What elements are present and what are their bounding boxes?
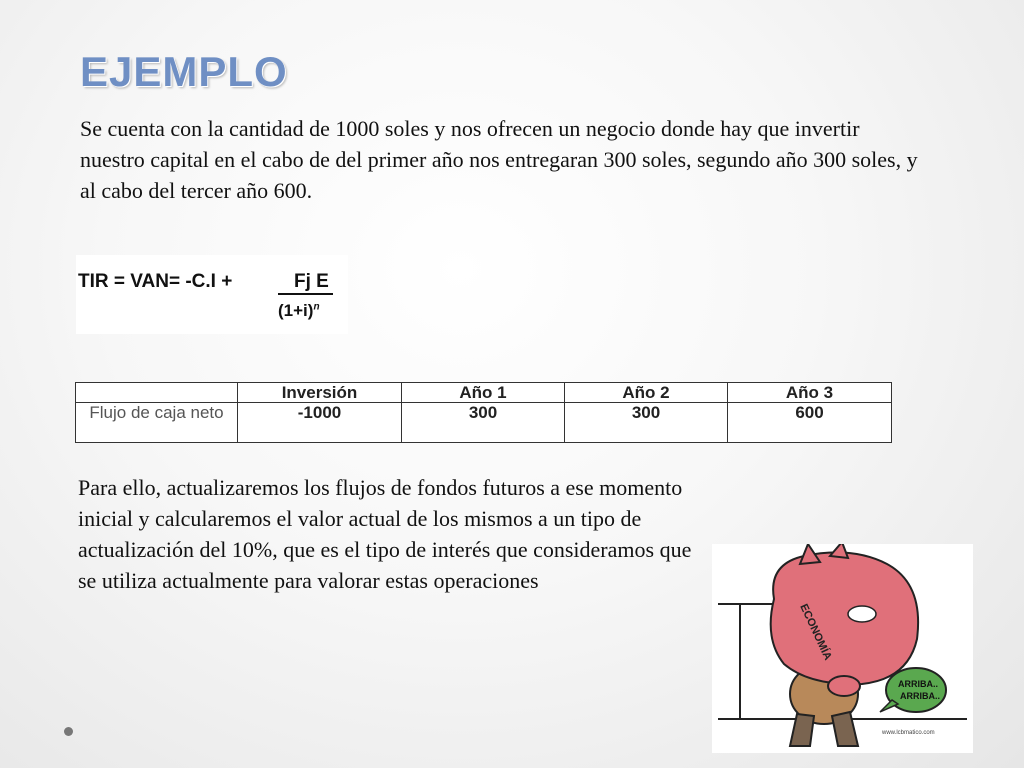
table-cell: -1000 — [238, 403, 402, 443]
formula-image — [76, 255, 348, 334]
bubble-text-line2: ARRIBA.. — [900, 691, 940, 701]
person-leg-right — [832, 712, 858, 746]
formula-left-side: TIR = VAN= -C.I + — [78, 271, 233, 292]
table-cell: 600 — [728, 403, 892, 443]
formula-denominator — [278, 301, 320, 321]
economy-piggy-cartoon — [712, 544, 973, 753]
table-cell: 300 — [565, 403, 728, 443]
table-header-cell: Inversión — [238, 383, 402, 403]
piggy-bank-body — [771, 552, 918, 684]
formula-numerator: Fj E — [278, 271, 333, 295]
table-header-row — [76, 383, 892, 403]
cash-flow-table — [75, 382, 892, 443]
slide-title: EJEMPLO — [80, 48, 288, 95]
table-row-label: Flujo de caja neto — [76, 403, 238, 443]
pig-label: ECONOMÍA — [797, 602, 834, 663]
table-header-cell: Año 1 — [402, 383, 565, 403]
table-header-cell: Año 3 — [728, 383, 892, 403]
formula-exponent: n — [313, 301, 320, 313]
piggy-snout — [828, 676, 860, 696]
table-cell: 300 — [402, 403, 565, 443]
table-header-cell — [76, 383, 238, 403]
slide-bullet-dot — [64, 727, 73, 736]
table-header-cell: Año 2 — [565, 383, 728, 403]
coin-slot — [848, 606, 876, 622]
piggy-ear-right — [830, 544, 848, 558]
speech-bubble-tail — [880, 700, 898, 712]
cartoon-illustration — [712, 544, 973, 753]
bubble-text-line1: ARRIBA.. — [898, 679, 938, 689]
explanation-paragraph: Para ello, actualizaremos los flujos de fondos futuros a ese momento inicial y calcularemos el valor actual de los mismos a un tipo de actualización del 10%, que es el tipo de interés que consideramos que se utiliza actualmente para valorar estas operaciones — [78, 475, 692, 593]
table-row — [76, 403, 892, 443]
cartoon-credit: www.lcbmatico.com — [882, 730, 935, 736]
intro-paragraph: Se cuenta con la cantidad de 1000 soles y nos ofrecen un negocio donde hay que invertir nuestro capital en el cabo de del primer año nos entregaran 300 soles, segundo año 300 soles, y al cabo del tercer año 600. — [80, 116, 918, 203]
formula-denominator-base: (1+i) — [278, 301, 314, 320]
